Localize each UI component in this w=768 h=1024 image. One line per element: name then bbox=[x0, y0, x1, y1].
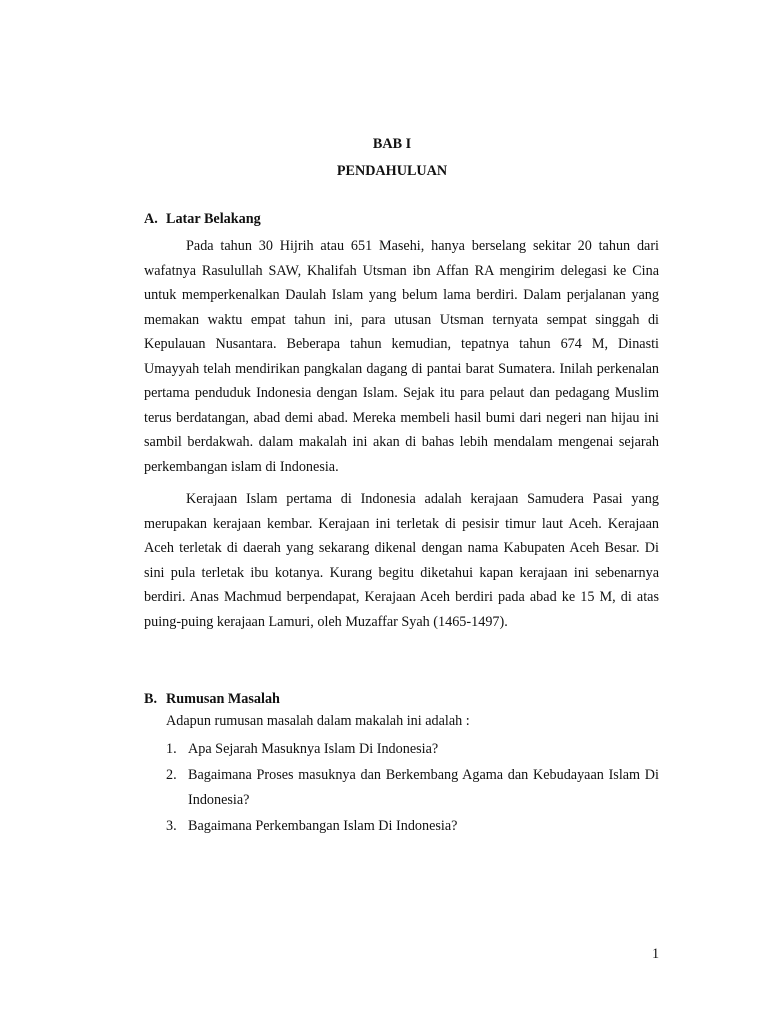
list-item-number: 2. bbox=[166, 766, 177, 783]
page-number: 1 bbox=[652, 946, 660, 962]
list-item bbox=[166, 737, 659, 763]
list-item bbox=[166, 814, 659, 840]
section-a-title: Latar Belakang bbox=[166, 211, 261, 227]
list-item-text: Bagaimana Proses masuknya dan Berkembang Agama dan Kebudayaan Islam Di Indonesia? bbox=[188, 766, 659, 808]
chapter-label: BAB I bbox=[372, 136, 412, 152]
list-item bbox=[166, 763, 659, 814]
section-b-title: Rumusan Masalah bbox=[166, 691, 280, 707]
problem-list bbox=[166, 737, 659, 839]
section-a-heading bbox=[144, 211, 261, 228]
section-a-letter: A. bbox=[144, 211, 158, 227]
list-item-number: 3. bbox=[166, 817, 177, 834]
section-b-heading bbox=[144, 691, 280, 708]
list-item-number: 1. bbox=[166, 741, 177, 757]
background-paragraph-1: Pada tahun 30 Hijrih atau 651 Masehi, hanya berselang sekitar 20 tahun dari wafatnya Rasulullah SAW, Khalifah Utsman ibn Affan RA mengirim delegasi ke Cina untuk memperkenalkan Daulah Islam yang belum lama berdiri. Dalam perjalanan yang memakan waktu empat tahun ini, para utusan Utsman ternyata sempat singgah di Kepulauan Nusantara. Beberapa tahun kemudian, tepatnya tahun 674 M, Dinasti Umayyah telah mendirikan pangkalan dagang di pantai barat Sumatera. Inilah perkenalan pertama penduduk Indonesia dengan Islam. Sejak itu para pelaut dan pedagang Muslim terus berdatangan, abad demi abad. Mereka membeli hasil bumi dari negeri nan hijau ini sambil berdakwah. dalam makalah ini akan di bahas lebih mendalam mengenai sejarah perkembangan islam di Indonesia. bbox=[144, 238, 659, 475]
list-item-text: Apa Sejarah Masuknya Islam Di Indonesia? bbox=[188, 741, 439, 757]
section-b-letter: B. bbox=[144, 691, 158, 707]
list-item-text: Bagaimana Perkembangan Islam Di Indonesia? bbox=[188, 817, 458, 834]
background-paragraph-2: Kerajaan Islam pertama di Indonesia adalah kerajaan Samudera Pasai yang merupakan kerajaan kembar. Kerajaan ini terletak di pesisir timur laut Aceh. Kerajaan Aceh terletak di daerah yang sekarang dikenal dengan nama Kabupaten Aceh Besar. Di sini pula terletak ibu kotanya. Kurang begitu diketahui kapan kerajaan ini sebenarnya berdiri. Anas Machmud berpendapat, Kerajaan Aceh berdiri pada abad ke 15 M, di atas puing-puing kerajaan Lamuri, oleh Muzaffar Syah (1465-1497). bbox=[144, 491, 659, 630]
problem-intro: Adapun rumusan masalah dalam makalah ini adalah : bbox=[166, 713, 470, 729]
chapter-title: PENDAHULUAN bbox=[336, 163, 448, 179]
